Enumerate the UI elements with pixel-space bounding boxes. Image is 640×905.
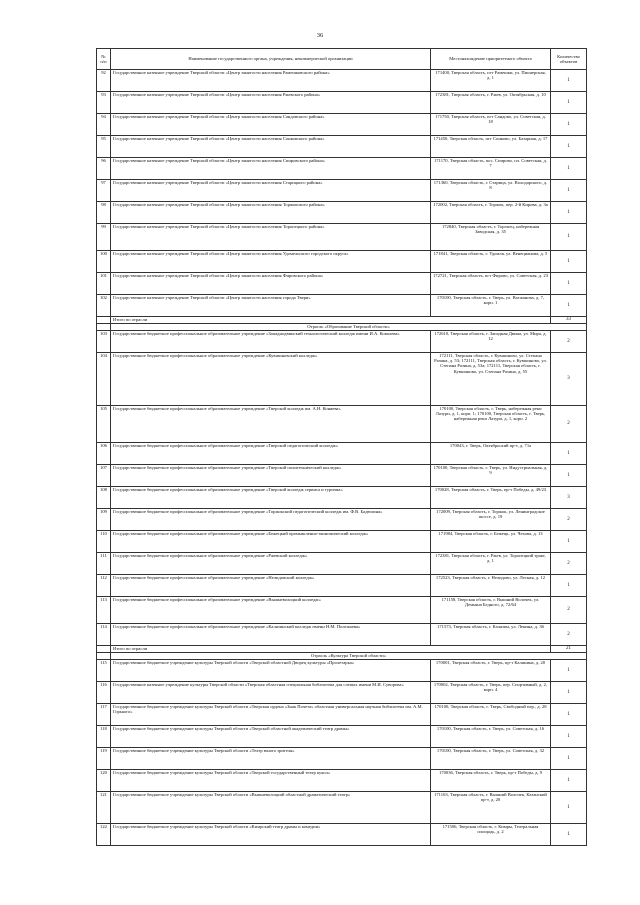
table-row bbox=[97, 251, 587, 273]
section-title: Отрасль «Образование Тверской области» bbox=[111, 324, 587, 331]
object-location: 172381, Тверская область, г. Ржев, ул. Торопецкий тракт, д. 1 bbox=[431, 553, 551, 575]
object-location: 170002, Тверская область, г. Тверь, пер. Спортивный, д. 2, корп. 4 bbox=[431, 682, 551, 704]
object-location: 170100, Тверская область, г. Тверь, ул. Вагжанова, д. 7, корп. 1 bbox=[431, 295, 551, 317]
object-location: 171158, Тверская область, г. Вышний Волочек, ул. Демьяна Бедного, д. 72/64 bbox=[431, 597, 551, 624]
header-location: Местонахождение приоритетного объекта bbox=[431, 49, 551, 70]
organization-name: Государственное казенное учреждение Тверской области «Центр занятости населения Старицкого района» bbox=[111, 180, 431, 202]
row-number: 106 bbox=[97, 443, 111, 465]
table-row bbox=[97, 331, 587, 353]
object-location: 171170, Тверская область, пос. Спирово, пл. Советская, д. 7 bbox=[431, 158, 551, 180]
table-row bbox=[97, 70, 587, 92]
object-count: 3 bbox=[551, 487, 587, 509]
object-location: 171841, Тверская область, г. Удомля, ул. Венецианова, д. 5 bbox=[431, 251, 551, 273]
row-number: 96 bbox=[97, 158, 111, 180]
organization-name: Государственное бюджетное профессиональное образовательное учреждение «Кувшиновский колледж» bbox=[111, 353, 431, 406]
table-row bbox=[97, 443, 587, 465]
object-location: 171750, Тверская область, пгт Сандово, ул. Советская, д. 18 bbox=[431, 114, 551, 136]
object-location: 172721, Тверская область, пгт Фирово, ул. Советская, д. 23 bbox=[431, 273, 551, 295]
page-number: 36 bbox=[316, 32, 324, 39]
organization-name: Государственное бюджетное профессиональное образовательное учреждение «Тверской колледж сервиса и туризма» bbox=[111, 487, 431, 509]
row-number: 121 bbox=[97, 792, 111, 824]
table-row bbox=[97, 824, 587, 846]
object-count: 1 bbox=[551, 443, 587, 465]
table-header-row bbox=[97, 49, 587, 70]
object-location: 171506, Тверская область, г. Кимры, Театральная площадь, д. 2 bbox=[431, 824, 551, 846]
organization-name: Государственное бюджетное профессиональное образовательное учреждение «Западнодвинский технологический колледж имени И.А. Ковалева» bbox=[111, 331, 431, 353]
row-number: 101 bbox=[97, 273, 111, 295]
organization-name: Государственное бюджетное учреждение культуры Тверской области «Кимрский театр драмы и комедии» bbox=[111, 824, 431, 846]
object-count: 1 bbox=[551, 726, 587, 748]
object-location: 170043, г. Тверь, Октябрьский пр-т, д. 71а bbox=[431, 443, 551, 465]
row-number: 94 bbox=[97, 114, 111, 136]
section-spacer bbox=[97, 653, 111, 660]
table-row bbox=[97, 553, 587, 575]
row-number: 111 bbox=[97, 553, 111, 575]
object-count: 1 bbox=[551, 531, 587, 553]
object-count: 1 bbox=[551, 92, 587, 114]
object-count: 2 bbox=[551, 509, 587, 531]
object-location: 170100, Тверская область, г. Тверь, набережная реки Лазури, д. 1, корп. 1; 170100, Тверская область, г. Тверь, набережная реки Лазури, д. 1, корп. 2 bbox=[431, 406, 551, 443]
object-count: 1 bbox=[551, 748, 587, 770]
object-count: 2 bbox=[551, 624, 587, 646]
table-body bbox=[97, 49, 587, 846]
table-row bbox=[97, 295, 587, 317]
table-row bbox=[97, 624, 587, 646]
object-count: 1 bbox=[551, 575, 587, 597]
table-row bbox=[97, 202, 587, 224]
header-num: № п/п bbox=[97, 49, 111, 70]
object-location: 170100, Тверская область, г. Тверь, Свободный пер., д. 28 bbox=[431, 704, 551, 726]
organization-name: Государственное бюджетное профессиональное образовательное учреждение «Вышневолоцкий колледж» bbox=[111, 597, 431, 624]
table-row bbox=[97, 92, 587, 114]
row-number: 117 bbox=[97, 704, 111, 726]
table-row bbox=[97, 575, 587, 597]
row-number: 95 bbox=[97, 136, 111, 158]
table-row bbox=[97, 509, 587, 531]
organization-name: Государственное бюджетное профессиональное образовательное учреждение «Тверской педагогический колледж» bbox=[111, 443, 431, 465]
organization-name: Государственное казенное учреждение Тверской области «Центр занятости населения Сандовского района» bbox=[111, 114, 431, 136]
object-location: 172381, Тверская область, г. Ржев, ул. Октябрьская, д. 10 bbox=[431, 92, 551, 114]
organization-name: Государственное бюджетное профессиональное образовательное учреждение «Торжокский педагогический колледж им. Ф.В. Бадюлина» bbox=[111, 509, 431, 531]
object-location: 170001, Тверская область, г. Тверь, пр-т Калинина, д. 20 bbox=[431, 660, 551, 682]
object-count: 1 bbox=[551, 114, 587, 136]
section-header-row bbox=[97, 324, 587, 331]
organization-name: Государственное бюджетное профессиональное образовательное учреждение «Тверской политехнический колледж» bbox=[111, 465, 431, 487]
row-number: 116 bbox=[97, 682, 111, 704]
organization-name: Государственное казенное учреждение Тверской области «Центр занятости населения Спировского района» bbox=[111, 158, 431, 180]
organization-name: Государственное казенное учреждение Тверской области «Центр занятости населения Торжокского района» bbox=[111, 202, 431, 224]
row-number: 93 bbox=[97, 92, 111, 114]
section-title: Отрасль «Культура Тверской области» bbox=[111, 653, 587, 660]
subtotal-row bbox=[97, 646, 587, 653]
subtotal-label: Итого по отрасли bbox=[111, 646, 551, 653]
subtotal-count: 33 bbox=[551, 317, 587, 324]
row-number: 92 bbox=[97, 70, 111, 92]
subtotal-spacer bbox=[97, 646, 111, 653]
object-location: 170036, Тверская область, г. Тверь, пр-т Победы, д. 9 bbox=[431, 770, 551, 792]
object-location: 172840, Тверская область, г. Торопец, набережная Заводская, д. 35 bbox=[431, 224, 551, 251]
object-count: 1 bbox=[551, 660, 587, 682]
header-count: Количество объектов bbox=[551, 49, 587, 70]
table-row bbox=[97, 704, 587, 726]
table-row bbox=[97, 660, 587, 682]
object-count: 2 bbox=[551, 553, 587, 575]
row-number: 119 bbox=[97, 748, 111, 770]
object-count: 1 bbox=[551, 70, 587, 92]
row-number: 108 bbox=[97, 487, 111, 509]
organization-name: Государственное бюджетное профессиональное образовательное учреждение «Бежецкий промышленно-экономический колледж» bbox=[111, 531, 431, 553]
object-location: 172009, Тверская область, г. Торжок, ул. Ленинградское шоссе, д. 19 bbox=[431, 509, 551, 531]
organization-name: Государственное бюджетное учреждение культуры Тверской области «Вышневолоцкий областной драматический театр» bbox=[111, 792, 431, 824]
organization-name: Государственное казенное учреждение Тверской области «Центр занятости населения Сонковского района» bbox=[111, 136, 431, 158]
row-number: 122 bbox=[97, 824, 111, 846]
table-row bbox=[97, 158, 587, 180]
table-row bbox=[97, 180, 587, 202]
row-number: 98 bbox=[97, 202, 111, 224]
object-count: 1 bbox=[551, 251, 587, 273]
priority-objects-table bbox=[96, 48, 587, 846]
object-location: 170028, Тверская область, г. Тверь, пр-т Победы, д. 49/23 bbox=[431, 487, 551, 509]
row-number: 99 bbox=[97, 224, 111, 251]
object-count: 2 bbox=[551, 331, 587, 353]
organization-name: Государственное бюджетное профессиональное образовательное учреждение «Калязинский колледж имени Н.М. Полежаева» bbox=[111, 624, 431, 646]
row-number: 104 bbox=[97, 353, 111, 406]
subtotal-row bbox=[97, 317, 587, 324]
object-location: 170100, Тверская область, г. Тверь, ул. Индустриальная, д. 9 bbox=[431, 465, 551, 487]
organization-name: Государственное казенное учреждение Тверской области «Центр занятости населения города Твери» bbox=[111, 295, 431, 317]
section-spacer bbox=[97, 324, 111, 331]
subtotal-count: 21 bbox=[551, 646, 587, 653]
object-count: 1 bbox=[551, 224, 587, 251]
object-count: 2 bbox=[551, 597, 587, 624]
table-row bbox=[97, 406, 587, 443]
object-location: 172111, Тверская область, г. Кувшиново, ул. Степана Разина, д. 53; 172111, Тверская область, г. Кувшиново, ул. Степана Разина, д. 53а; 172111, Тверская область, г. Кувшиново, ул. Степана Разина, д. 55 bbox=[431, 353, 551, 406]
object-count: 1 bbox=[551, 273, 587, 295]
organization-name: Государственное бюджетное учреждение культуры Тверской области «Тверская ордена «Знак Почета» областная универсальная научная библиотека им. А.М. Горького» bbox=[111, 704, 431, 726]
table-row bbox=[97, 136, 587, 158]
object-count: 1 bbox=[551, 465, 587, 487]
row-number: 118 bbox=[97, 726, 111, 748]
object-count: 1 bbox=[551, 770, 587, 792]
organization-name: Государственное казенное учреждение Тверской области «Центр занятости населения Торопецкого района» bbox=[111, 224, 431, 251]
object-location: 171400, Тверская область, пгт Рамешки, ул. Пионерская, д. 1 bbox=[431, 70, 551, 92]
object-count: 1 bbox=[551, 180, 587, 202]
row-number: 103 bbox=[97, 331, 111, 353]
table-row bbox=[97, 792, 587, 824]
row-number: 100 bbox=[97, 251, 111, 273]
object-count: 1 bbox=[551, 792, 587, 824]
row-number: 102 bbox=[97, 295, 111, 317]
object-location: 172523, Тверская область, г. Нелидово, ул. Лесная, д. 12 bbox=[431, 575, 551, 597]
organization-name: Государственное бюджетное учреждение культуры Тверской области «Тверской государственный театр кукол» bbox=[111, 770, 431, 792]
object-count: 1 bbox=[551, 682, 587, 704]
table-row bbox=[97, 726, 587, 748]
subtotal-spacer bbox=[97, 317, 111, 324]
organization-name: Государственное казенное учреждение Тверской области «Центр занятости населения Удомельского городского округа» bbox=[111, 251, 431, 273]
organization-name: Государственное бюджетное учреждение культуры Тверской области «Тверской областной Дворец культуры «Пролетарка» bbox=[111, 660, 431, 682]
organization-name: Государственное казенное учреждение Тверской области «Центр занятости населения Ржевского района» bbox=[111, 92, 431, 114]
row-number: 109 bbox=[97, 509, 111, 531]
object-count: 3 bbox=[551, 353, 587, 406]
organization-name: Государственное бюджетное профессиональное образовательное учреждение «Ржевский колледж» bbox=[111, 553, 431, 575]
table-row bbox=[97, 682, 587, 704]
organization-name: Государственное бюджетное учреждение культуры Тверской области «Театр юного зрителя» bbox=[111, 748, 431, 770]
row-number: 97 bbox=[97, 180, 111, 202]
section-header-row bbox=[97, 653, 587, 660]
row-number: 115 bbox=[97, 660, 111, 682]
object-count: 1 bbox=[551, 136, 587, 158]
object-count: 1 bbox=[551, 704, 587, 726]
row-number: 114 bbox=[97, 624, 111, 646]
organization-name: Государственное казенное учреждение Тверской области «Центр занятости населения Рамешковского района» bbox=[111, 70, 431, 92]
row-number: 112 bbox=[97, 575, 111, 597]
object-count: 1 bbox=[551, 202, 587, 224]
table-row bbox=[97, 353, 587, 406]
object-location: 171984, Тверская область, г. Бежецк, ул. Чехова, д. 13 bbox=[431, 531, 551, 553]
object-location: 172610, Тверская область, г. Западная Двина, ул. Мира, д. 12 bbox=[431, 331, 551, 353]
organization-name: Государственное бюджетное профессиональное образовательное учреждение «Нелидовский колледж» bbox=[111, 575, 431, 597]
table-row bbox=[97, 224, 587, 251]
table-row bbox=[97, 531, 587, 553]
row-number: 120 bbox=[97, 770, 111, 792]
organization-name: Государственное казенное учреждение Тверской области «Центр занятости населения Фировского района» bbox=[111, 273, 431, 295]
object-location: 170100, Тверская область, г. Тверь, ул. Советская, д. 16 bbox=[431, 726, 551, 748]
table-row bbox=[97, 465, 587, 487]
object-count: 1 bbox=[551, 824, 587, 846]
object-count: 1 bbox=[551, 158, 587, 180]
organization-name: Государственное бюджетное профессиональное образовательное учреждение «Тверской колледж им. А.Н. Коняева» bbox=[111, 406, 431, 443]
table-row bbox=[97, 597, 587, 624]
table-row bbox=[97, 273, 587, 295]
row-number: 105 bbox=[97, 406, 111, 443]
object-location: 172002, Тверская область, г. Торжок, пер. 2-й Кирова, д. 3а bbox=[431, 202, 551, 224]
object-count: 2 bbox=[551, 406, 587, 443]
object-location: 171450, Тверская область, пгт Сонково, ул. Базарная, д. 17 bbox=[431, 136, 551, 158]
organization-name: Государственное бюджетное учреждение культуры Тверской области «Тверской областной академический театр драмы» bbox=[111, 726, 431, 748]
object-location: 170100, Тверская область, г. Тверь, ул. Советская, д. 32 bbox=[431, 748, 551, 770]
object-location: 171573, Тверская область, г. Калязин, ул. Ленина, д. 36 bbox=[431, 624, 551, 646]
object-location: 171360, Тверская область, г. Старица, ул. Володарского, д. 8 bbox=[431, 180, 551, 202]
table-row bbox=[97, 748, 587, 770]
table-row bbox=[97, 114, 587, 136]
table-row bbox=[97, 770, 587, 792]
subtotal-label: Итого по отрасли bbox=[111, 317, 551, 324]
object-count: 1 bbox=[551, 295, 587, 317]
object-location: 171163, Тверская область, г. Вышний Волочек, Казанский пр-т, д. 20 bbox=[431, 792, 551, 824]
table-row bbox=[97, 487, 587, 509]
row-number: 110 bbox=[97, 531, 111, 553]
organization-name: Государственное казенное учреждение культуры Тверской области «Тверская областная специальная библиотека для слепых имени М.И. Суворова» bbox=[111, 682, 431, 704]
header-name: Наименование государственного органа, учреждения, некоммерческой организации bbox=[111, 49, 431, 70]
row-number: 107 bbox=[97, 465, 111, 487]
row-number: 113 bbox=[97, 597, 111, 624]
